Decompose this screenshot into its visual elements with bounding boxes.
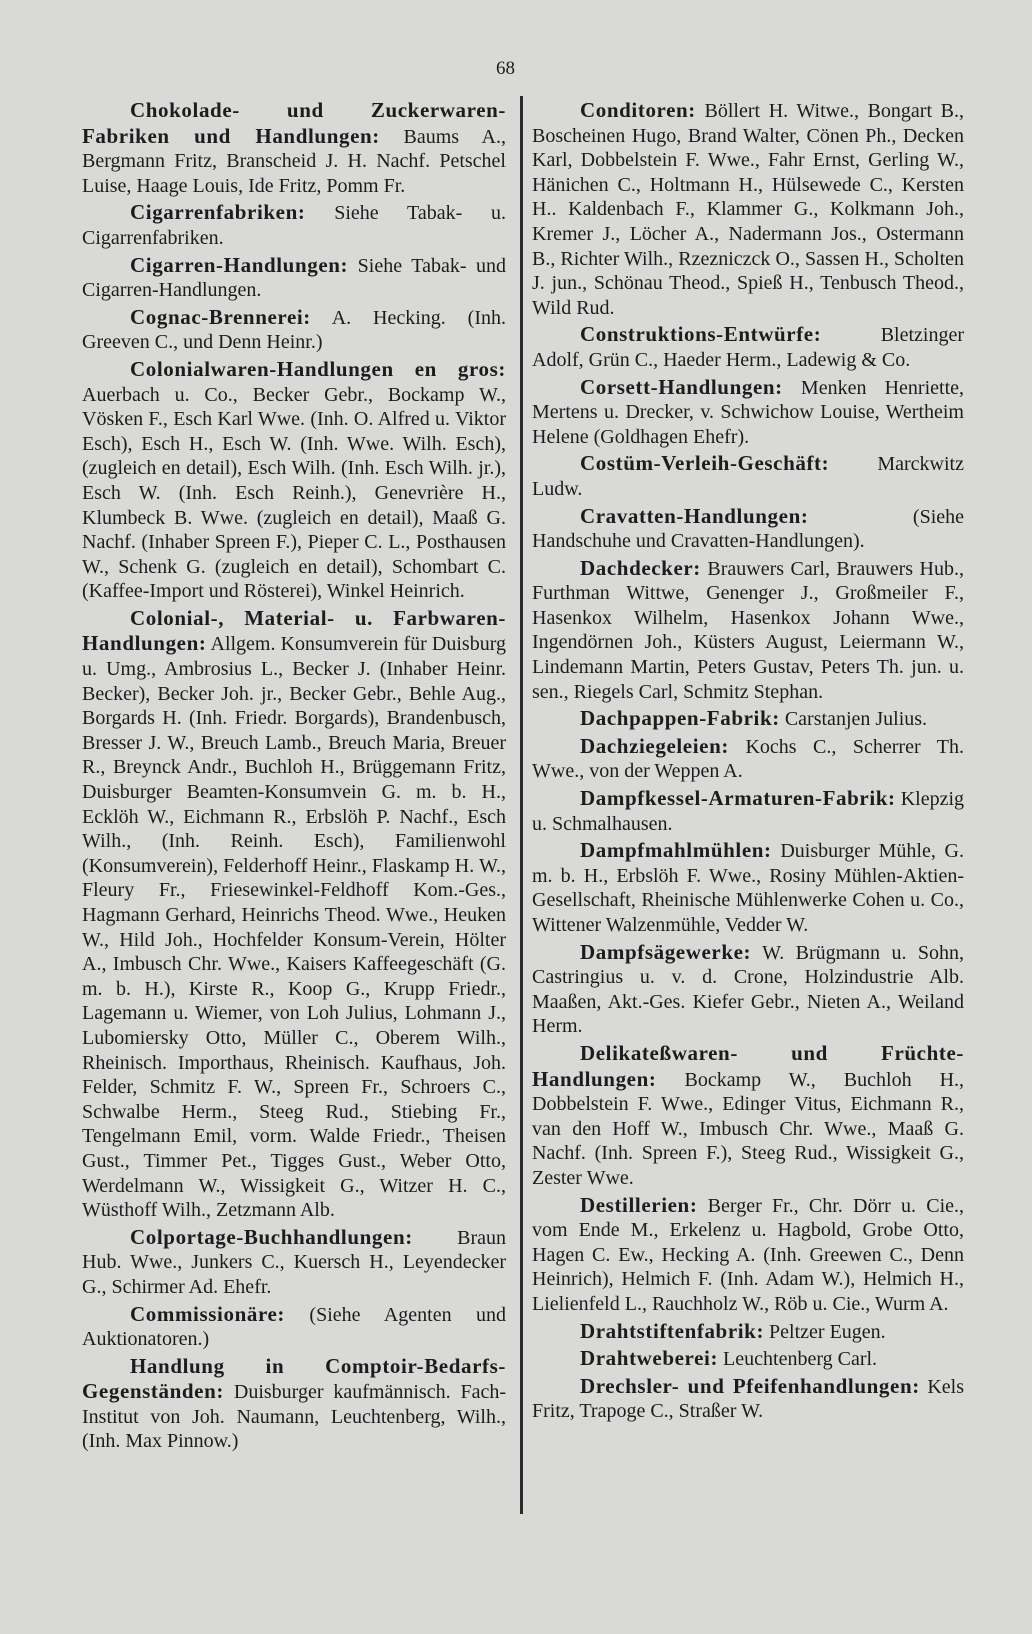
- entry-body: Klepzig u. Schmalhausen.: [532, 788, 964, 835]
- entry-heading: Handlung in Comptoir-Bedarfs-Gegenständen:: [82, 1353, 506, 1404]
- entry-heading: Costüm-Verleih-Geschäft:: [580, 451, 830, 476]
- entry-body: Marckwitz Ludw.: [532, 453, 964, 500]
- entry-heading: Corsett-Handlungen:: [580, 374, 783, 399]
- directory-entry: [532, 98, 964, 320]
- directory-entry: [82, 98, 506, 198]
- entry-heading: Destillerien:: [580, 1192, 698, 1217]
- entry-heading: Colonialwaren-Handlungen en gros:: [130, 356, 506, 381]
- entry-heading: Construktions-Entwürfe:: [580, 322, 822, 347]
- directory-entry: [532, 1193, 964, 1317]
- directory-entry: [532, 1041, 964, 1191]
- entry-body: Böllert H. Witwe., Bongart B., Boscheinen Hugo, Brand Walter, Cönen Ph., Decken Karl, Dobbelstein F. Wwe., Fahr Ernst, Gerling W., Hänichen C., Holtmann H., Hülsewede C., Kersten H.. Kaldenbach F., Klammer G., Kolkmann Joh., Kremer J., Löcher A., Nadermann Jos., Ostermann B., Richter Wilh., Rzezniczck O., Sassen H., Scholten J. jun., Schönau Theod., Spieß H., Tenbusch Theod., Wild Rud.: [532, 100, 964, 319]
- entry-heading: Colonial-, Material- u. Farbwaren-Handlungen:: [82, 605, 506, 656]
- entry-heading: Drahtweberei:: [580, 1346, 719, 1371]
- entry-body: Menken Henriette, Mertens u. Drecker, v. Schwichow Louise, Wertheim Helene (Goldhagen Ehefr).: [532, 376, 964, 448]
- directory-entry: [82, 1302, 506, 1352]
- entry-body: Braun Hub. Wwe., Junkers C., Kuersch H., Leyendecker G., Schirmer Ad. Ehefr.: [82, 1226, 506, 1298]
- entry-body: Duisburger kaufmännisch. Fach-Institut von Joh. Naumann, Leuchtenberg, Wilh., (Inh. Max Pinnow.): [82, 1381, 506, 1453]
- directory-entry: [532, 556, 964, 705]
- entry-body: Allgem. Konsumverein für Duisburg u. Umg., Ambrosius L., Becker J. (Inhaber Heinr. Becker), Becker Joh. jr., Becker Gebr., Behle Aug., Borgards H. (Inh. Friedr. Borgards), Brandenbusch, Bresser J. W., Breuch Lamb., Breuch Maria, Breuer R., Breynck Andr., Buchloh H., Brüggemann Fritz, Duisburger Beamten-Konsumvein G. m. b. H., Ecklöh W., Eichmann R., Erbslöh P. Nachf., Esch Wilh., (Inh. Reinh. Esch), Familienwohl (Konsumverein), Felderhoff Heinr., Flaskamp H. W., Fleury Fr., Friesewinkel-Feldhoff Kom.-Ges., Hagmann Gerhard, Heinrichs Theod. Wwe., Heuken W., Hild Joh., Hochfelder Konsum-Verein, Hölter A., Imbusch Chr. Wwe., Kaisers Kaffeegeschäft (G. m. b. H.), Kirste R., Koop G., Krupp Friedr., Lagemann u. Wiemer, von Loh Julius, Lohmann J., Lubomiersky Otto, Müller C., Oberem Wilh., Rheinisch. Importhaus, Rheinisch. Kaufhaus, Joh. Felder, Schmitz F. W., Spreen Fr., Schroers C., Schwalbe Herm., Steeg Rud., Stiebing Fr., Tengelmann Emil, vorm. Walde Friedr., Theisen Gust., Timmer Pet., Tigges Gust., Weber Otto, Werdelmann W., Wissigkeit G., Witzer H. C., Wüsthoff Wilh., Zetzmann Alb.: [82, 633, 506, 1222]
- entry-heading: Drechsler- und Pfeifenhandlungen:: [580, 1373, 920, 1398]
- directory-entry: [532, 504, 964, 554]
- right-column: [532, 98, 964, 1426]
- entry-heading: Drahtstiftenfabrik:: [580, 1318, 765, 1343]
- column-divider: [520, 96, 523, 1514]
- entry-body: Kochs C., Scherrer Th. Wwe., von der Weppen A.: [532, 735, 964, 783]
- directory-entry: [82, 1225, 506, 1300]
- entry-body: (Siehe Agenten und Auktionatoren.): [82, 1303, 506, 1351]
- entry-heading: Dachdecker:: [580, 555, 701, 580]
- entry-heading: Dampfsägewerke:: [580, 939, 752, 964]
- entry-heading: Colportage-Buchhandlungen:: [130, 1224, 413, 1249]
- entry-body: Siehe Tabak- und Cigarren-Handlungen.: [82, 254, 506, 302]
- entry-heading: Delikateßwaren- und Früchte-Handlungen:: [532, 1040, 964, 1091]
- directory-entry: [82, 606, 506, 1223]
- entry-heading: Dampfkessel-Armaturen-Fabrik:: [580, 786, 896, 811]
- entry-heading: Dachziegeleien:: [580, 733, 729, 758]
- entry-body: Duisburger Mühle, G. m. b. H., Erbslöh F. Wwe., Rosiny Mühlen-Aktien-Gesellschaft, Rheinische Mühlenwerke Cohen u. Co., Wittener Walzenmühle, Vedder W.: [532, 840, 965, 936]
- entry-heading: Cognac-Brennerei:: [130, 304, 311, 329]
- directory-entry: [532, 375, 964, 450]
- directory-entry: [82, 253, 506, 303]
- entry-heading: Cigarren-Handlungen:: [130, 252, 349, 277]
- directory-entry: [82, 357, 506, 604]
- directory-entry: [532, 1346, 964, 1372]
- left-column: [82, 98, 506, 1456]
- directory-entry: [532, 322, 964, 372]
- entry-body: Auerbach u. Co., Becker Gebr., Bockamp W., Vösken F., Esch Karl Wwe. (Inh. O. Alfred u. Viktor Esch), Esch H., Esch W. (Inh. Wwe. Wilh. Esch), (zugleich en detail), Esch Wilh. (Inh. Esch Wilh. jr.), Esch W. (Inh. Esch Reinh.), Genevrière H., Klumbeck B. Wwe. (zugleich en detail), Maaß G. Nachf. (Inhaber Spreen F.), Pieper C. L., Posthausen W., Schenk G. (zugleich en detail), Schombart C. (Kaffee-Import und Rösterei), Winkel Heinrich.: [82, 383, 506, 603]
- directory-entry: [532, 1374, 964, 1424]
- entry-body: Berger Fr., Chr. Dörr u. Cie., vom Ende M., Erkelenz u. Hagbold, Grobe Otto, Hagen C. Ew., Hecking A. (Inh. Greewen C., Denn Heinrich), Helmich F. (Inh. Adam W.), Helmich H., Lielienfeld L., Rauchholz W., Röb u. Cie., Wurm A.: [532, 1194, 964, 1315]
- directory-entry: [532, 706, 964, 732]
- entry-body: Peltzer Eugen.: [769, 1320, 886, 1343]
- entry-heading: Cigarrenfabriken:: [130, 200, 306, 225]
- directory-entry: [532, 940, 964, 1039]
- directory-entry: [82, 305, 506, 355]
- entry-body: Carstanjen Julius.: [784, 708, 928, 731]
- directory-entry: [82, 200, 506, 250]
- page-number: 68: [496, 58, 515, 79]
- entry-body: Brauwers Carl, Brauwers Hub., Furthman Wittwe, Genenger J., Großmeiler F., Hasenkox Wilhelm, Hasenkox Johann Wwe., Ingendörnen Joh., Küsters August, Leiermann W., Lindemann Martin, Peters Gustav, Peters Th. jun. u. sen., Riegels Carl, Schmitz Stephan.: [532, 557, 964, 703]
- entry-body: Baums A., Bergmann Fritz, Branscheid J. H. Nachf. Petschel Luise, Haage Louis, Ide Fritz, Pomm Fr.: [82, 125, 506, 197]
- entry-body: A. Hecking. (Inh. Greeven C., und Denn Heinr.): [82, 306, 506, 354]
- directory-entry: [532, 451, 964, 501]
- entry-body: Bletzinger Adolf, Grün C., Haeder Herm., Ladewig & Co.: [532, 324, 964, 371]
- entry-heading: Dachpappen-Fabrik:: [580, 706, 780, 731]
- entry-heading: Dampfmahlmühlen:: [580, 838, 772, 863]
- entry-body: Bockamp W., Buchloh H., Dobbelstein F. Wwe., Edinger Vitus, Eichmann R., van den Hoff W., Imbusch Chr. Wwe., Maaß G. Nachf. (Inh. Spreen F.), Steeg Rud., Wissigkeit G., Zester Wwe.: [532, 1068, 965, 1189]
- directory-entry: [532, 734, 964, 784]
- entry-heading: Chokolade- und Zuckerwaren-Fabriken und Handlungen:: [82, 98, 506, 148]
- directory-entry: [532, 1319, 964, 1345]
- directory-entry: [532, 838, 964, 937]
- entry-body: W. Brügmann u. Sohn, Castringius u. v. d. Crone, Holzindustrie Alb. Maaßen, Akt.-Ges. Kiefer Gebr., Nieten A., Weiland Herm.: [532, 941, 964, 1038]
- entry-body: Leuchtenberg Carl.: [723, 1348, 878, 1371]
- entry-body: Kels Fritz, Trapoge C., Straßer W.: [532, 1375, 964, 1423]
- entry-heading: Conditoren:: [580, 98, 696, 122]
- entry-body: Siehe Tabak- u. Cigarrenfabriken.: [82, 202, 507, 249]
- directory-entry: [82, 1354, 506, 1454]
- entry-heading: Commissionäre:: [130, 1301, 285, 1326]
- entry-heading: Cravatten-Handlungen:: [580, 503, 809, 528]
- directory-entry: [532, 786, 964, 836]
- entry-body: (Siehe Handschuhe und Cravatten-Handlungen).: [532, 505, 964, 553]
